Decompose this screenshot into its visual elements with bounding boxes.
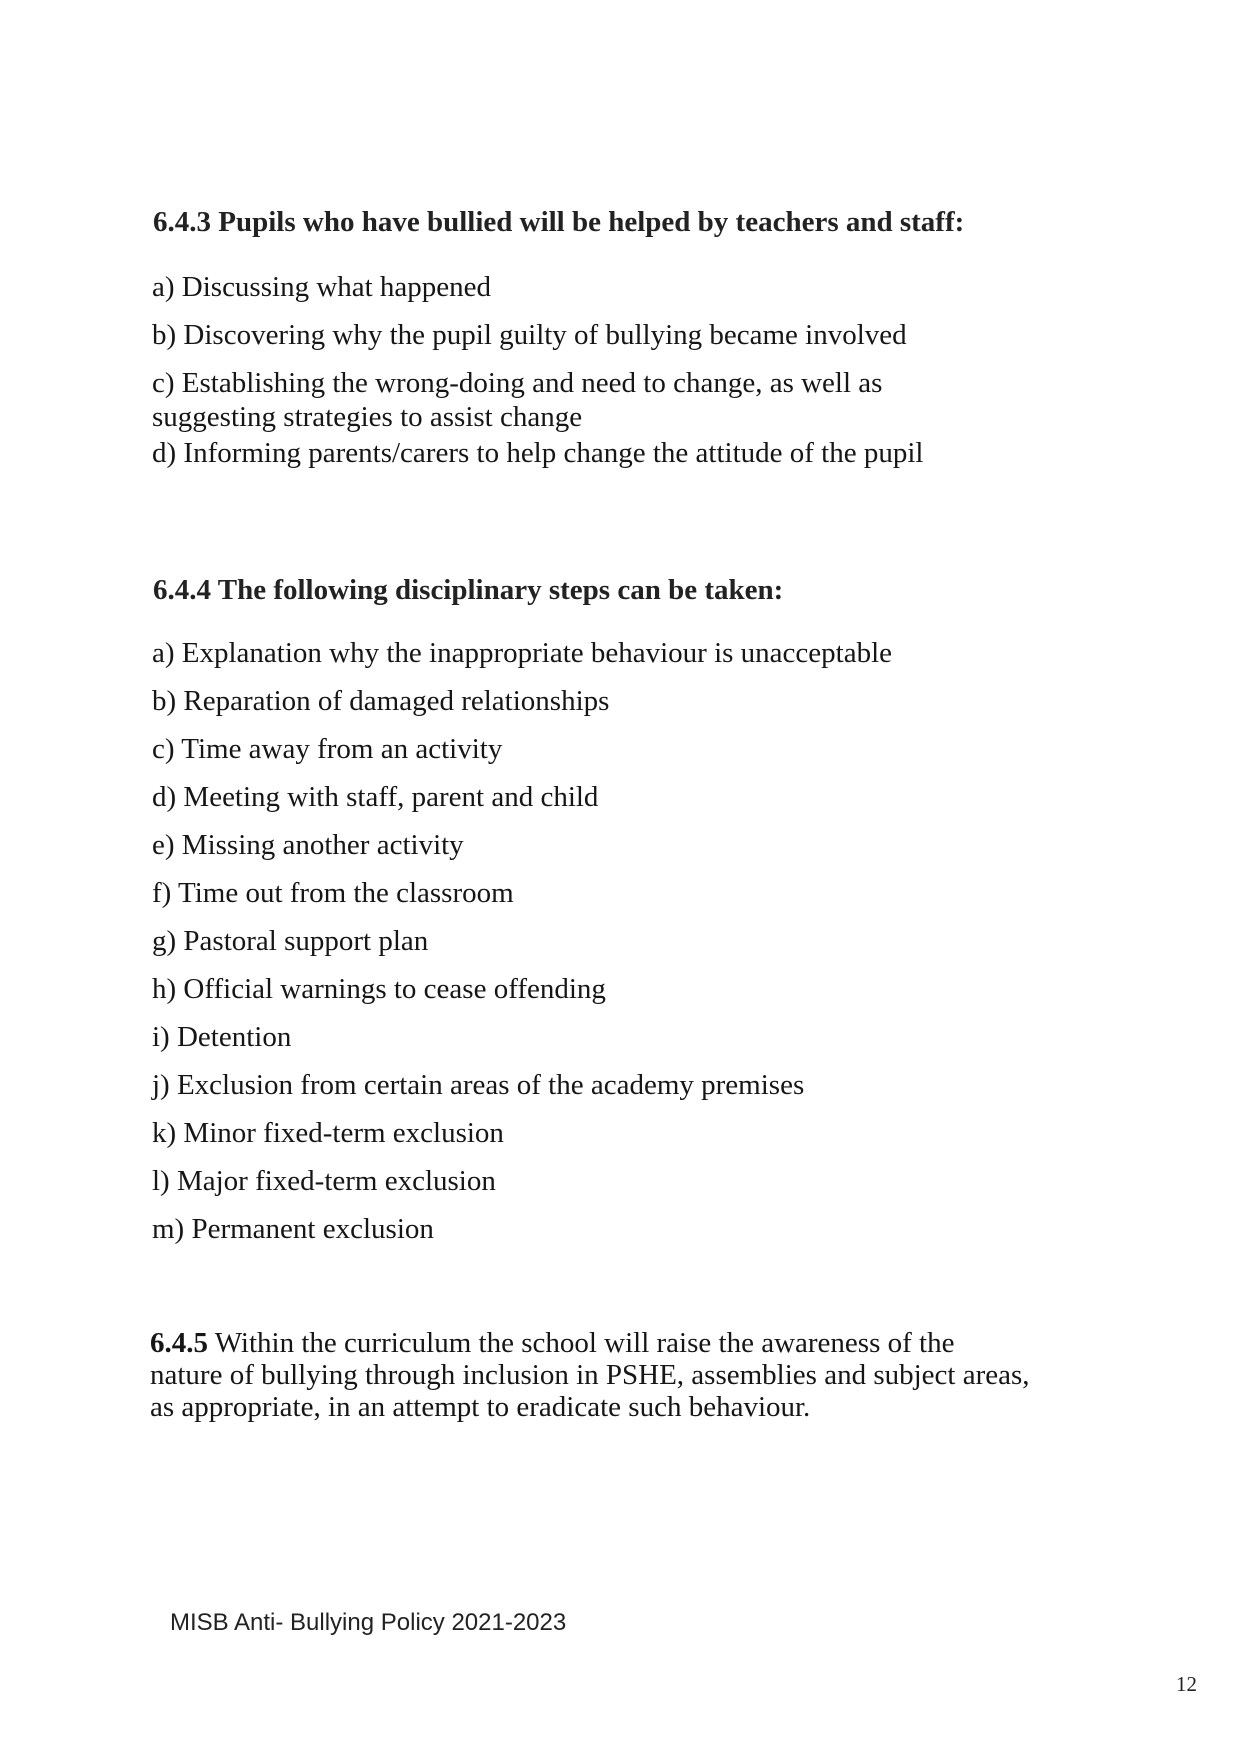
list-item: m) Permanent exclusion <box>152 1213 434 1245</box>
list-item: d) Informing parents/carers to help change the attitude of the pupil <box>152 437 924 469</box>
section-645-text: Within the curriculum the school will raise the awareness of the nature of bullying through inclusion in PSHE, assemblies and subject areas, as appropriate, in an attempt to eradicate such behaviour. <box>150 1327 1030 1423</box>
list-item: i) Detention <box>152 1021 292 1053</box>
footer-title: MISB Anti- Bullying Policy 2021-2023 <box>170 1609 567 1636</box>
section-645-number: 6.4.5 <box>150 1327 208 1359</box>
list-item: a) Discussing what happened <box>152 271 492 303</box>
section-644-heading: 6.4.4 The following disciplinary steps can be taken: <box>153 574 784 606</box>
list-item: c) Time away from an activity <box>152 733 503 765</box>
list-item: g) Pastoral support plan <box>152 925 429 957</box>
list-item: c) Establishing the wrong-doing and need to change, as well as suggesting strategies to assist change <box>152 367 883 433</box>
section-645-paragraph <box>150 1327 1030 1423</box>
page-number: 12 <box>1176 1672 1197 1696</box>
list-item: a) Explanation why the inappropriate behaviour is unacceptable <box>152 637 893 669</box>
list-item: b) Discovering why the pupil guilty of bullying became involved <box>152 319 907 351</box>
section-643-heading: 6.4.3 Pupils who have bullied will be helped by teachers and staff: <box>153 206 965 238</box>
list-item: b) Reparation of damaged relationships <box>152 685 610 717</box>
list-item: d) Meeting with staff, parent and child <box>152 781 599 813</box>
list-item: f) Time out from the classroom <box>152 877 514 909</box>
list-item: l) Major fixed-term exclusion <box>152 1165 496 1197</box>
list-item: j) Exclusion from certain areas of the academy premises <box>152 1069 805 1101</box>
list-item: h) Official warnings to cease offending <box>152 973 606 1005</box>
list-item: k) Minor fixed-term exclusion <box>152 1117 504 1149</box>
list-item: e) Missing another activity <box>152 829 464 861</box>
